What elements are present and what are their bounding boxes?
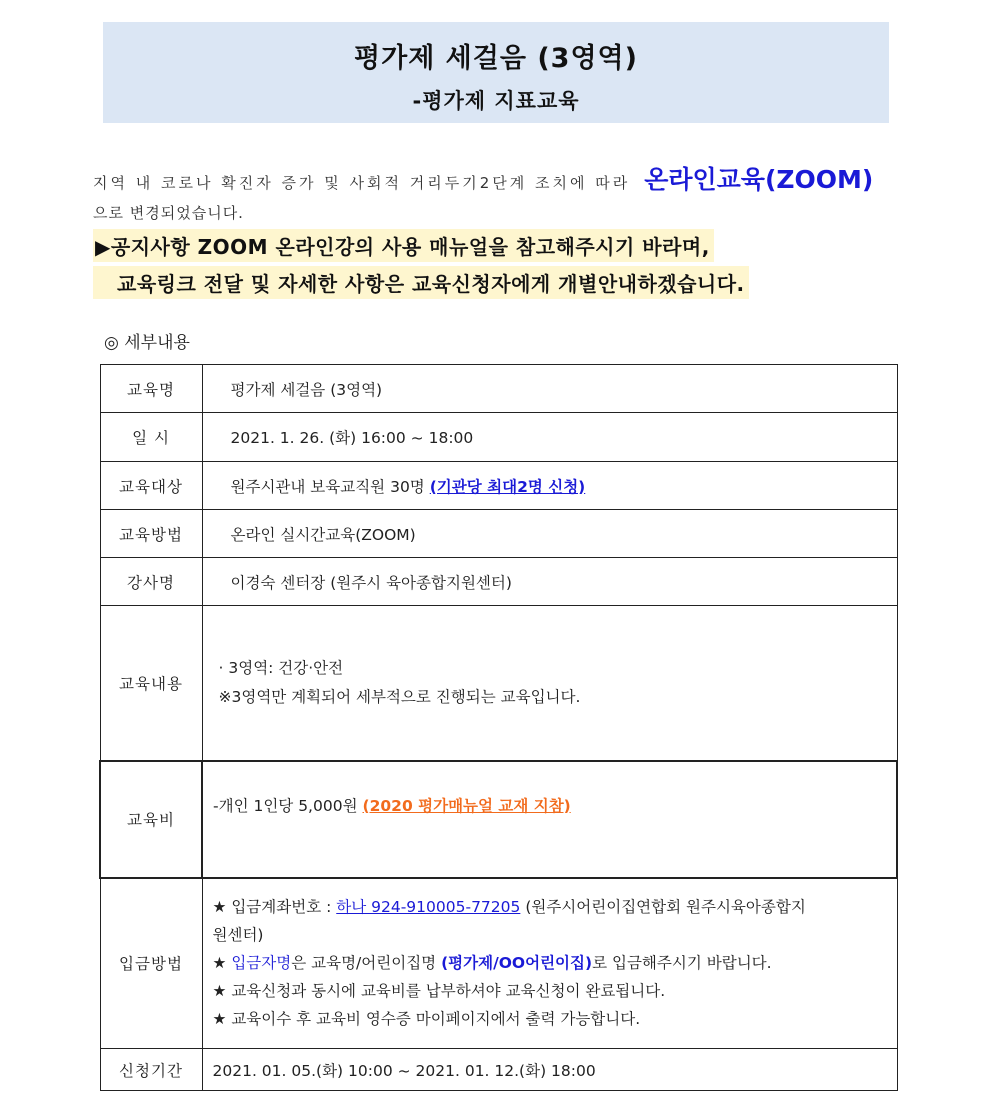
page-subtitle: -평가제 지표교육 bbox=[412, 89, 580, 113]
payment-suffix: (원주시어린이집연합회 원주시육아종합지 bbox=[525, 898, 806, 917]
row-value bbox=[202, 606, 897, 761]
row-label: 교육명 bbox=[100, 365, 202, 413]
target-text: 원주시관내 보육교직원 30명 bbox=[230, 477, 425, 496]
table-row bbox=[100, 1049, 897, 1091]
table-row bbox=[100, 761, 897, 878]
row-value: 평가제 세걸음 (3영역) bbox=[202, 365, 897, 413]
section-title: ◎ 세부내용 bbox=[104, 333, 190, 353]
table-row bbox=[100, 365, 897, 413]
row-label: 교육내용 bbox=[100, 606, 202, 761]
row-label: 교육비 bbox=[100, 761, 202, 878]
row-value bbox=[202, 462, 897, 510]
row-label: 교육대상 bbox=[100, 462, 202, 510]
table-row bbox=[100, 878, 897, 1049]
fee-highlight: (2020 평가매뉴얼 교재 지참) bbox=[362, 796, 571, 815]
table-row bbox=[100, 558, 897, 606]
row-label: 교육방법 bbox=[100, 510, 202, 558]
row-value: 2021. 01. 05.(화) 10:00 ~ 2021. 01. 12.(화) 18:00 bbox=[202, 1049, 897, 1091]
intro-line2: 으로 변경되었습니다. bbox=[93, 204, 244, 222]
payment-star: ★ bbox=[212, 954, 232, 973]
fee-text: -개인 1인당 5,000원 bbox=[213, 796, 358, 815]
payment-line4: ★ 교육이수 후 교육비 영수증 마이페이지에서 출력 가능합니다. bbox=[212, 1010, 641, 1029]
notice-line1: ▶공지사항 ZOOM 온라인강의 사용 매뉴얼을 참고해주시기 바라며, bbox=[93, 229, 714, 262]
table-row bbox=[100, 462, 897, 510]
row-label: 강사명 bbox=[100, 558, 202, 606]
target-highlight: (기관당 최대2명 신청) bbox=[429, 477, 586, 496]
account-number: 하나 924-910005-77205 bbox=[336, 898, 521, 917]
depositor-name-label: 입금자명 bbox=[231, 954, 292, 973]
row-value: 이경숙 센터장 (원주시 육아종합지원센터) bbox=[202, 558, 897, 606]
row-value: 2021. 1. 26. (화) 16:00 ~ 18:00 bbox=[202, 413, 897, 462]
payment-prefix: ★ 입금계좌번호 : bbox=[212, 898, 332, 917]
page-title: 평가제 세걸음 (3영역) bbox=[354, 43, 638, 74]
title-banner bbox=[103, 22, 889, 123]
row-value: 온라인 실시간교육(ZOOM) bbox=[202, 510, 897, 558]
intro-line1: 지역 내 코로나 확진자 증가 및 사회적 거리두기2단계 조치에 따라 bbox=[93, 174, 631, 192]
table-row bbox=[100, 510, 897, 558]
table-row bbox=[100, 606, 897, 761]
payment-mid: 은 교육명/어린이집명 bbox=[291, 954, 442, 973]
row-label: 일 시 bbox=[100, 413, 202, 462]
notice-block bbox=[93, 229, 749, 303]
row-value bbox=[202, 761, 897, 878]
row-value bbox=[202, 878, 897, 1049]
payment-line3: ★ 교육신청과 동시에 교육비를 납부하셔야 교육신청이 완료됩니다. bbox=[212, 982, 666, 1001]
details-table bbox=[99, 364, 898, 1091]
content-line2: ※3영역만 계획되어 세부적으로 진행되는 교육입니다. bbox=[218, 687, 581, 706]
zoom-highlight: 온라인교육(ZOOM) bbox=[644, 165, 874, 194]
depositor-format: (평가제/OO어린이집) bbox=[441, 954, 593, 973]
notice-line2: 교육링크 전달 및 자세한 사항은 교육신청자에게 개별안내하겠습니다. bbox=[93, 266, 749, 299]
content-line1: · 3영역: 건강·안전 bbox=[218, 658, 344, 677]
row-label: 신청기간 bbox=[100, 1049, 202, 1091]
intro-text bbox=[93, 160, 913, 223]
table-row bbox=[100, 413, 897, 462]
row-label: 입금방법 bbox=[100, 878, 202, 1049]
payment-cont: 원센터) bbox=[212, 926, 264, 945]
payment-end: 로 입금해주시기 바랍니다. bbox=[592, 954, 772, 973]
